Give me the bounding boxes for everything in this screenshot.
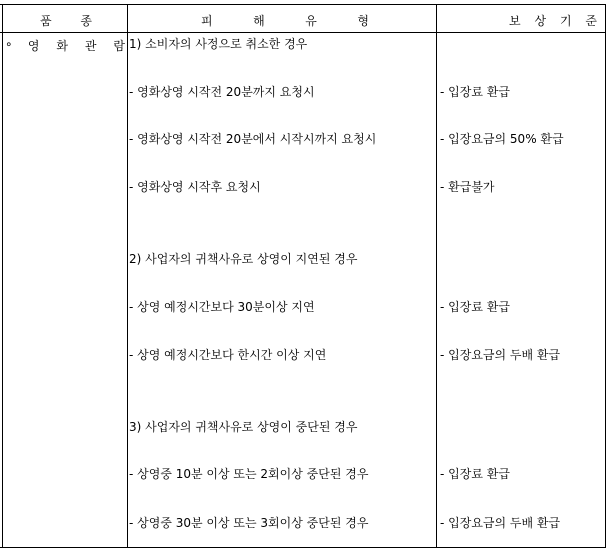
- item-movie-viewing: [5, 37, 125, 54]
- header-comp-char: 보: [509, 14, 521, 28]
- damage-text: - 영화상영 시작전 20분까지 요청시: [129, 85, 315, 99]
- header-bottom-border: [0, 32, 606, 33]
- column-divider-2: [436, 4, 437, 548]
- table-top-border: [0, 4, 606, 5]
- header-damage-char: 유: [305, 14, 317, 28]
- table-bottom-border: [0, 547, 606, 548]
- section-title: 2) 사업자의 귀책사유로 상영이 지연된 경우: [129, 252, 358, 266]
- header-comp-char: 상: [534, 14, 547, 28]
- header-comp-char: 기: [559, 14, 572, 28]
- header-item-char: 종: [80, 14, 92, 28]
- compensation-text: - 입장료 환급: [440, 467, 510, 481]
- item-char: 화: [56, 39, 68, 53]
- header-compensation-standard: [509, 12, 597, 29]
- item-char: 람: [113, 39, 125, 53]
- compensation-text: - 환급불가: [440, 180, 495, 194]
- header-damage-char: 해: [253, 14, 265, 28]
- compensation-text: - 입장요금의 두배 환급: [440, 516, 561, 530]
- header-comp-char: 준: [585, 14, 597, 28]
- compensation-text: - 입장료 환급: [440, 85, 510, 99]
- compensation-text: - 입장료 환급: [440, 300, 510, 314]
- damage-text: - 영화상영 시작전 20분에서 시작시까지 요청시: [129, 132, 377, 146]
- section-title: 1) 소비자의 사정으로 취소한 경우: [129, 37, 308, 51]
- damage-text: - 상영 예정시간보다 30분이상 지연: [129, 300, 315, 314]
- section-title: 3) 사업자의 귀책사유로 상영이 중단된 경우: [129, 420, 358, 434]
- damage-text: - 영화상영 시작후 요청시: [129, 180, 261, 194]
- column-divider-1: [127, 4, 128, 548]
- damage-text: - 상영중 30분 이상 또는 3회이상 중단된 경우: [129, 516, 369, 530]
- compensation-text: - 입장요금의 50% 환급: [440, 132, 564, 146]
- damage-text: - 상영중 10분 이상 또는 2회이상 중단된 경우: [129, 467, 369, 481]
- item-marker: ∘: [5, 37, 13, 51]
- header-item-type: [40, 12, 92, 29]
- compensation-text: - 입장요금의 두배 환급: [440, 348, 561, 362]
- item-char: 영: [27, 39, 40, 53]
- header-damage-type: [201, 12, 369, 29]
- item-char: 관: [84, 39, 97, 53]
- header-damage-char: 피: [201, 14, 213, 28]
- header-damage-char: 형: [357, 14, 369, 28]
- header-item-char: 품: [40, 14, 52, 28]
- damage-text: - 상영 예정시간보다 한시간 이상 지연: [129, 348, 327, 362]
- table-left-border: [2, 4, 3, 548]
